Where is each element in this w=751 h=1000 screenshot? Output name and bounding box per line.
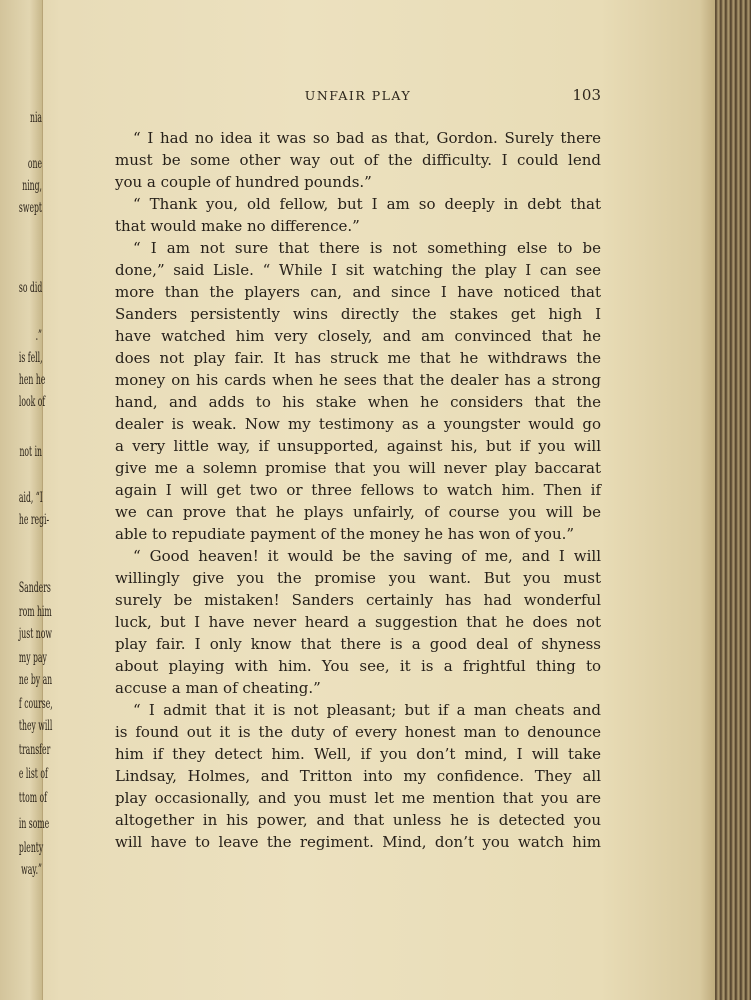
text-line: Lindsay, Holmes, and Tritton into my confidence. They all <box>115 767 601 785</box>
text-line: have watched him very closely, and am convinced that he <box>115 327 601 345</box>
text-line: hand, and adds to his stake when he considers that the <box>115 393 601 411</box>
edge-fragment: look of <box>18 394 46 410</box>
edge-fragment: aid, “I <box>18 490 43 506</box>
edge-fragment: my pay <box>18 650 47 666</box>
edge-fragment: .” <box>35 328 42 344</box>
text-line: him if they detect him. Well, if you don’t mind, I will take <box>115 745 601 763</box>
edge-fragment: so did <box>18 280 43 296</box>
edge-fragment: Sanders <box>18 580 51 596</box>
text-line: dealer is weak. Now my testimony as a youngster would go <box>115 415 601 433</box>
text-line: surely be mistaken! Sanders certainly has had wonderful <box>115 591 601 609</box>
facing-page-edge <box>0 0 53 1000</box>
edge-fragment: plenty <box>18 840 44 856</box>
edge-fragment: rom him <box>18 604 52 620</box>
edge-fragment: not in <box>19 444 42 460</box>
edge-fragment: f course, <box>18 696 53 712</box>
edge-fragment: hen he <box>18 372 46 388</box>
text-line: a very little way, if unsupported, against his, but if you will <box>115 437 601 455</box>
edge-fragment: just now <box>18 626 52 642</box>
text-line: “ I am not sure that there is not something else to be <box>133 239 601 257</box>
text-line: money on his cards when he sees that the dealer has a strong <box>115 371 601 389</box>
text-line: “ I admit that it is not pleasant; but if a man cheats and <box>133 701 601 719</box>
running-head: UNFAIR PLAY <box>304 88 412 103</box>
text-line: again I will get two or three fellows to watch him. Then if <box>115 481 601 499</box>
book-page-edges <box>715 0 751 1000</box>
edge-fragment: nia <box>29 110 42 126</box>
text-line: must be some other way out of the difficulty. I could lend <box>115 151 601 169</box>
text-line: we can prove that he plays unfairly, of course you will be <box>115 503 601 521</box>
edge-fragment: ning, <box>22 178 42 194</box>
text-line: Sanders persistently wins directly the stakes get high I <box>115 305 601 323</box>
text-line: willingly give you the promise you want. But you must <box>115 569 601 587</box>
text-line: about playing with him. You see, it is a frightful thing to <box>115 657 601 675</box>
edge-fragment: e list of <box>18 766 48 782</box>
text-line: is found out it is the duty of every honest man to denounce <box>115 723 601 741</box>
edge-fragment: in some <box>18 816 50 832</box>
edge-fragment: ne by an <box>18 672 53 688</box>
page-number: 103 <box>572 86 601 104</box>
text-line: “ Thank you, old fellow, but I am so deeply in debt that <box>133 195 601 213</box>
text-line: accuse a man of cheating.” <box>115 679 321 697</box>
text-line: “ I had no idea it was so bad as that, Gordon. Surely there <box>133 129 601 147</box>
edge-fragment: he regi- <box>18 512 50 528</box>
text-line: that would make no difference.” <box>115 217 360 235</box>
text-line: more than the players can, and since I have noticed that <box>115 283 601 301</box>
edge-fragment: ttom of <box>18 790 47 806</box>
text-line: play occasionally, and you must let me mention that you are <box>115 789 601 807</box>
text-line: you a couple of hundred pounds.” <box>115 173 372 191</box>
edge-fragment: swept <box>18 200 43 216</box>
text-line: does not play fair. It has struck me that he withdraws the <box>115 349 601 367</box>
edge-fragment: transfer <box>18 742 51 758</box>
text-line: able to repudiate payment of the money he has won of you.” <box>115 525 575 543</box>
page-header <box>115 88 601 110</box>
edge-fragment: is fell, <box>18 350 43 366</box>
text-line: will have to leave the regiment. Mind, don’t you watch him <box>115 833 601 851</box>
text-line: done,” said Lisle. “ While I sit watching the play I can see <box>115 261 601 279</box>
edge-fragment: one <box>27 156 42 172</box>
text-line: altogether in his power, and that unless he is detected you <box>115 811 601 829</box>
text-line: give me a solemn promise that you will never play baccarat <box>115 459 601 477</box>
body-text <box>115 127 601 853</box>
edge-fragment: way.” <box>21 862 42 878</box>
text-line: “ Good heaven! it would be the saving of me, and I will <box>133 547 601 565</box>
text-line: play fair. I only know that there is a good deal of shyness <box>115 635 601 653</box>
edge-fragment: they will <box>18 718 53 734</box>
text-line: luck, but I have never heard a suggestion that he does not <box>115 613 601 631</box>
